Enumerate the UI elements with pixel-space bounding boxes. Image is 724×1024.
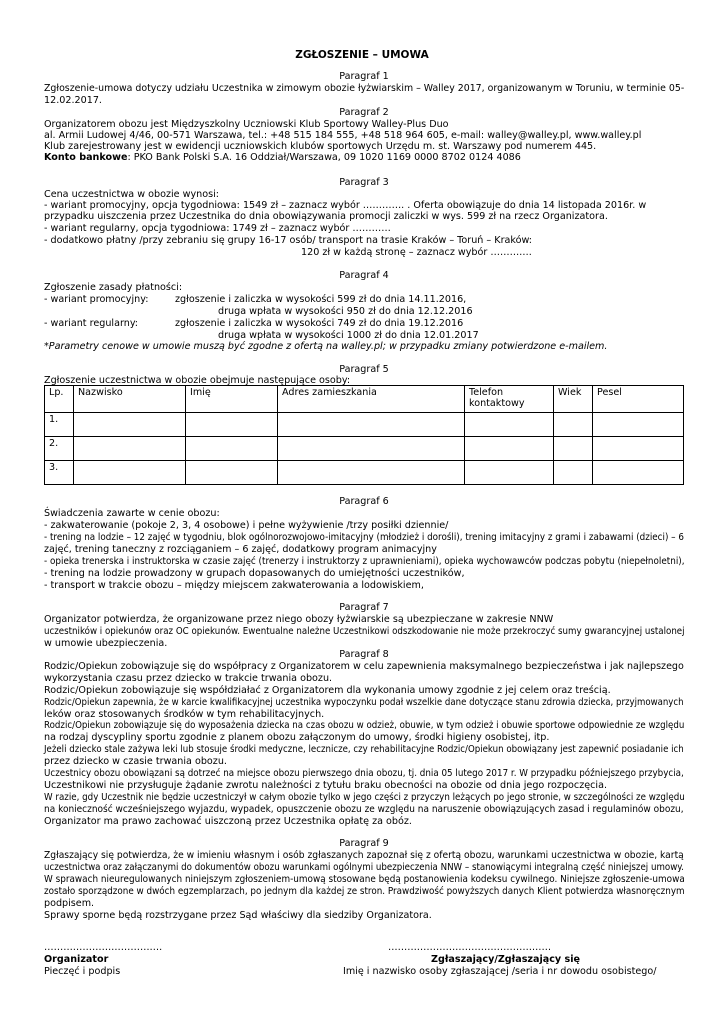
column-header: Imię <box>186 386 278 413</box>
paragraph-8-text: wykorzystania czasu przez dziecko w trakcie trwania obozu. <box>44 673 333 684</box>
paragraph-8-text: Rodzic/Opiekun zobowiązuje się współdziałać z Organizatorem dla wykonania umowy zgodnie z jej celem oraz treścią. <box>44 685 611 696</box>
paragraph-8-text: przez dziecko w czasie trwania obozu. <box>44 756 227 767</box>
applicant-label: Zgłaszający/Zgłaszający się <box>431 954 581 965</box>
paragraph-8-text: Rodzic/Opiekun zobowiązuje się do współpracy z Organizatorem w celu zapewnienia maksymalnego bezpieczeństwa i jak najlepszego <box>44 661 684 672</box>
table-row <box>45 413 684 437</box>
paragraph-7-text: w umowie ubezpieczenia. <box>44 638 168 649</box>
surname-cell[interactable] <box>74 461 186 485</box>
paragraph-1-text: 12.02.2017. <box>44 95 102 106</box>
surname-cell[interactable] <box>74 437 186 461</box>
paragraph-7-heading: Paragraf 7 <box>339 602 389 613</box>
participants-table <box>44 385 684 485</box>
paragraph-8-text: na rodzaj dyscypliny sportu zgodnie z planem obozu załączonym do umowy, środki higieny osobistej, itp. <box>44 732 550 743</box>
paragraph-8-text: na konieczność wcześniejszego wyjazdu, wypadek, opuszczenie obozu ze względu na naruszenie obowiązujących zasad i regulaminów obozu, <box>44 804 684 815</box>
row-number: 1. <box>45 413 74 437</box>
first-name-cell[interactable] <box>186 437 278 461</box>
column-header: Pesel <box>593 386 684 413</box>
paragraph-3-text: - wariant regularny, opcja tygodniowa: 1749 zł – zaznacz wybór ………… <box>44 223 391 234</box>
bank-account-label: Konto bankowe <box>44 152 128 163</box>
pesel-cell[interactable] <box>593 437 684 461</box>
address-cell[interactable] <box>278 437 465 461</box>
paragraph-3-text: przypadku uiszczenia przez Uczestnika do dnia obowiązywania promocji zaliczki w wys. 599 zł na rzecz Organizatora. <box>44 211 608 222</box>
regular-variant-payment: druga wpłata w wysokości 1000 zł do dnia 12.01.2017 <box>218 330 479 341</box>
paragraph-2-text: al. Armii Ludowej 4/46, 00-571 Warszawa, tel.: +48 515 184 555, +48 518 964 605, e-mail: walley@walley.pl, www.walley.pl <box>44 130 642 141</box>
bank-account-line <box>44 152 521 163</box>
phone-cell[interactable] <box>465 461 554 485</box>
paragraph-6-text: - opieka trenerska i instruktorska w czasie zajęć (trenerzy i instruktorzy z uprawnieniami), opieka wychowawców podczas pobytu (niepełnoletni), <box>44 556 685 567</box>
first-name-cell[interactable] <box>186 413 278 437</box>
paragraph-7-text: Organizator potwierdza, że organizowane przez niego obozy łyżwiarskie są ubezpieczane w zakresie NNW <box>44 614 554 625</box>
paragraph-3-text: 120 zł w każdą stronę – zaznacz wybór …………. <box>301 247 532 258</box>
applicant-sub-label: Imię i nazwisko osoby zgłaszającej /seria i nr dowodu osobistego/ <box>343 966 657 977</box>
paragraph-1-heading: Paragraf 1 <box>339 71 389 82</box>
surname-cell[interactable] <box>74 413 186 437</box>
paragraph-2-text: Klub zarejestrowany jest w ewidencji uczniowskich klubów sportowych Urzędu m. st. Warszawy pod numerem 445. <box>44 141 597 152</box>
column-header: Lp. <box>45 386 74 413</box>
price-note: *Parametry cenowe w umowie muszą być zgodne z ofertą na walley.pl; w przypadku zmiany potwierdzone e-mailem. <box>44 341 608 352</box>
paragraph-8-text: Jeżeli dziecko stale zażywa leki lub stosuje środki medyczne, lecznicze, czy rehabilitacyjne Rodzic/Opiekun obowiązany jest zapewnić posiadanie ich <box>44 744 684 755</box>
paragraph-5-heading: Paragraf 5 <box>339 364 389 375</box>
paragraph-8-text: leków oraz stosowanych środków w tym rehabilitacyjnych. <box>44 709 325 720</box>
paragraph-8-text: Uczestnikowi nie przysługuje żądanie zwrotu należności z tytułu braku obecności na obozie od dnia jego rozpoczęcia. <box>44 780 608 791</box>
paragraph-8-text: Rodzic/Opiekun zobowiązuje się do wyposażenia dziecka na czas obozu w odzież, obuwie, w tym odzież i obuwie sportowe odpowiednie ze względu <box>44 720 685 731</box>
paragraph-6-text: Świadczenia zawarte w cenie obozu: <box>44 508 220 519</box>
pesel-cell[interactable] <box>593 413 684 437</box>
row-number: 3. <box>45 461 74 485</box>
paragraph-9-text: Sprawy sporne będą rozstrzygane przez Sąd właściwy dla siedziby Organizatora. <box>44 910 432 921</box>
paragraph-2-heading: Paragraf 2 <box>339 107 389 118</box>
bank-account-value: : PKO Bank Polski S.A. 16 Oddział/Warszawa, 09 1020 1169 0000 8702 0124 4086 <box>127 152 521 163</box>
promo-variant-payment: zgłoszenie i zaliczka w wysokości 599 zł do dnia 14.11.2016, <box>175 294 467 305</box>
paragraph-3-text: Cena uczestnictwa w obozie wynosi: <box>44 189 219 200</box>
column-header: Nazwisko <box>74 386 186 413</box>
paragraph-3-heading: Paragraf 3 <box>339 177 389 188</box>
paragraph-4-heading: Paragraf 4 <box>339 270 389 281</box>
phone-cell[interactable] <box>465 437 554 461</box>
promo-variant-payment: druga wpłata w wysokości 950 zł do dnia 12.12.2016 <box>218 306 473 317</box>
paragraph-6-text: - transport w trakcie obozu – między miejscem zakwaterowania a lodowiskiem, <box>44 580 424 591</box>
paragraph-3-text: - dodatkowo płatny /przy zebraniu się grupy 16-17 osób/ transport na trasie Kraków – Toruń – Kraków: <box>44 235 533 246</box>
paragraph-9-text: podpisem. <box>44 898 95 909</box>
regular-variant-payment: zgłoszenie i zaliczka w wysokości 749 zł do dnia 19.12.2016 <box>175 318 464 329</box>
paragraph-6-text: zajęć, trening taneczny z rozciąganiem – 6 zajęć, dodatkowy program animacyjny <box>44 544 437 555</box>
paragraph-9-text: W sprawach nieuregulowanych niniejszym zgłoszeniem-umową stosowane będą postanowienia kodeksu cywilnego. Niniejsze zgłoszenie-umowa <box>44 874 685 885</box>
paragraph-9-heading: Paragraf 9 <box>339 838 389 849</box>
paragraph-5-text: Zgłoszenie uczestnictwa w obozie obejmuje następujące osoby: <box>44 375 351 386</box>
paragraph-9-text: zostało sporządzone w dwóch egzemplarzach, po jednym dla każdej ze stron. Prawdziwość powyższych danych Klient potwierdza własnoręcznym <box>44 886 685 897</box>
paragraph-3-text: - wariant promocyjny, opcja tygodniowa: 1549 zł – zaznacz wybór …………. . Oferta obowiązuje do dnia 14 listopada 2016r. w <box>44 200 647 211</box>
column-header: Adres zamieszkania <box>278 386 465 413</box>
address-cell[interactable] <box>278 413 465 437</box>
paragraph-6-text: - trening na lodzie prowadzony w grupach dopasowanych do umiejętności uczestników, <box>44 568 465 579</box>
regular-variant-label: - wariant regularny: <box>44 318 139 329</box>
paragraph-6-heading: Paragraf 6 <box>339 496 389 507</box>
paragraph-8-text: Organizator ma prawo zachować uiszczoną przez Uczestnika opłatę za obóz. <box>44 816 412 827</box>
paragraph-9-text: uczestnictwa oraz załączanymi do dokumentów obozu warunkami ogólnymi ubezpieczenia NNW – stanowiącymi integralną część niniejszej umowy. <box>44 862 684 873</box>
paragraph-9-text: Zgłaszający się potwierdza, że w imieniu własnym i osób zgłaszanych zapoznał się z ofertą obozu, warunkami uczestnictwa w obozie, kartą <box>44 850 684 861</box>
paragraph-8-heading: Paragraf 8 <box>339 649 389 660</box>
organizer-signature-line[interactable]: ………………………………. <box>44 942 163 953</box>
applicant-signature-line[interactable]: …………………………………………… <box>388 942 552 953</box>
row-number: 2. <box>45 437 74 461</box>
age-cell[interactable] <box>554 413 593 437</box>
table-header-row <box>45 386 684 413</box>
phone-cell[interactable] <box>465 413 554 437</box>
address-cell[interactable] <box>278 461 465 485</box>
paragraph-1-text: Zgłoszenie-umowa dotyczy udziału Uczestnika w zimowym obozie łyżwiarskim – Walley 2017, organizowanym w Toruniu, w terminie 05- <box>44 83 685 94</box>
table-row <box>45 461 684 485</box>
paragraph-8-text: Rodzic/Opiekun zapewnia, że w karcie kwalifikacyjnej uczestnika wypoczynku podał wszelkie dane dotyczące stanu zdrowia dziecka, przyjmowanych <box>44 697 684 708</box>
first-name-cell[interactable] <box>186 461 278 485</box>
column-header: Wiek <box>554 386 593 413</box>
document-title: ZGŁOSZENIE – UMOWA <box>295 49 429 61</box>
paragraph-8-text: W razie, gdy Uczestnik nie będzie uczestniczył w całym obozie tylko w jego części z przyczyn leżących po jego stronie, w szczególności ze względu <box>44 792 685 803</box>
age-cell[interactable] <box>554 437 593 461</box>
paragraph-6-text: - zakwaterowanie (pokoje 2, 3, 4 osobowe) i pełne wyżywienie /trzy posiłki dziennie/ <box>44 520 449 531</box>
table-row <box>45 437 684 461</box>
paragraph-8-text: Uczestnicy obozu obowiązani są dotrzeć na miejsce obozu pierwszego dnia obozu, tj. dnia 05 lutego 2017 r. W przypadku późniejszego przybycia, <box>44 768 684 779</box>
age-cell[interactable] <box>554 461 593 485</box>
organizer-label: Organizator <box>44 954 109 965</box>
paragraph-6-text: - trening na lodzie – 12 zajęć w tygodniu, blok ogólnorozwojowo-imitacyjny (młodzież i dorośli), trening imitacyjny z grami i zabawami (dzieci) – 6 <box>44 532 684 543</box>
column-header: Telefon kontaktowy <box>465 386 554 413</box>
organizer-sub-label: Pieczęć i podpis <box>44 966 121 977</box>
paragraph-2-text: Organizatorem obozu jest Międzyszkolny Uczniowski Klub Sportowy Walley-Plus Duo <box>44 119 449 130</box>
paragraph-7-text: uczestników i opiekunów oraz OC opiekunów. Ewentualne należne Uczestnikowi odszkodowanie nie może przekroczyć sumy gwarancyjnej ustalonej <box>44 626 685 637</box>
paragraph-4-text: Zgłoszenie zasady płatności: <box>44 282 183 293</box>
pesel-cell[interactable] <box>593 461 684 485</box>
promo-variant-label: - wariant promocyjny: <box>44 294 149 305</box>
